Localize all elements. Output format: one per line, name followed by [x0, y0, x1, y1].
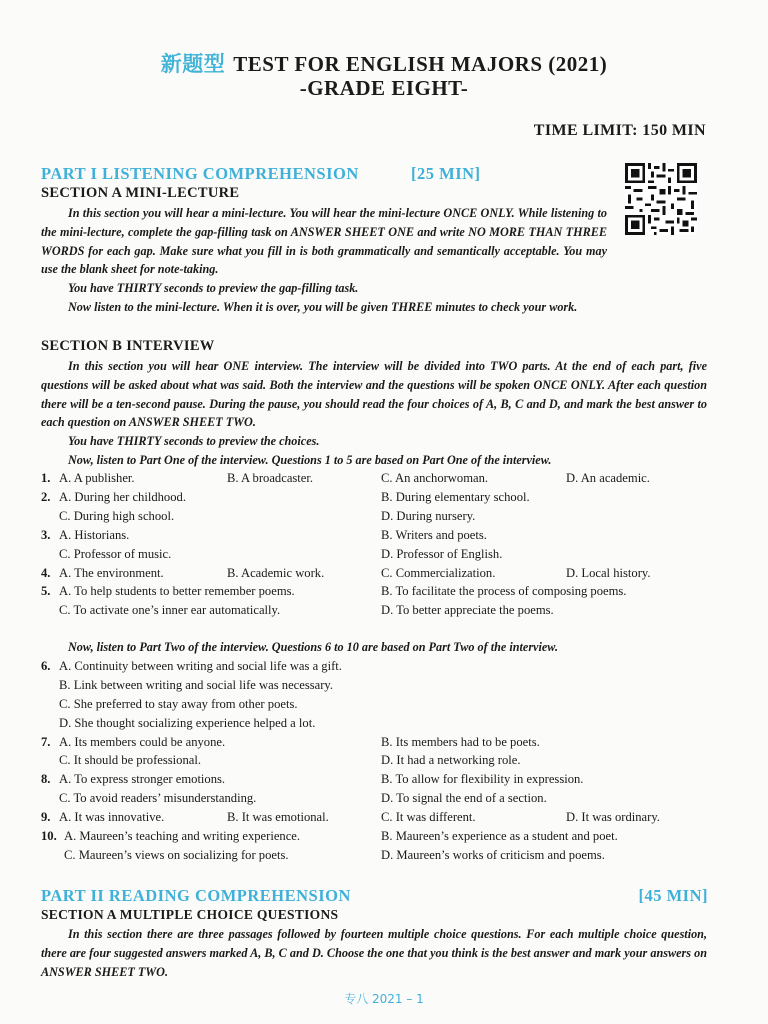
- option-a: A. Continuity between writing and social life was a gift.: [59, 659, 342, 673]
- option-a: A. Its members could be anyone.: [59, 735, 226, 749]
- part2-title: PART II READING COMPREHENSION: [41, 886, 351, 905]
- option-d: D. To better appreciate the poems.: [381, 603, 554, 617]
- section-b-instructions: [41, 357, 707, 470]
- question-number: 6.: [41, 659, 51, 673]
- option-c: C. Professor of music.: [59, 547, 172, 561]
- instruction-paragraph: In this section you will hear ONE interview. The interview will be divided into TWO parts. At the end of each part, five questions will be asked about what was said. Both the interview and the questions will be spoken ONCE ONLY. After each question there will be a ten-second pause. During the pause, you should read the four choices of A, B, C and D, and mark the best answer to each question on ANSWER SHEET TWO.: [41, 359, 707, 430]
- question-number: 4.: [41, 566, 51, 580]
- part2-section-a-title: SECTION A MULTIPLE CHOICE QUESTIONS: [41, 907, 339, 922]
- instruction-paragraph: Now listen to the mini-lecture. When it is over, you will be given THREE minutes to check your work.: [68, 300, 578, 314]
- option-d: D. Professor of English.: [381, 547, 503, 561]
- option-b: B. During elementary school.: [381, 490, 530, 504]
- option-d: D. She thought socializing experience helped a lot.: [59, 716, 316, 730]
- question-number: 10.: [41, 829, 57, 843]
- option-a: A. To express stronger emotions.: [59, 772, 226, 786]
- option-b: B. Maureen’s experience as a student and poet.: [381, 829, 618, 843]
- title-cn: 新题型: [160, 52, 226, 76]
- question-number: 9.: [41, 810, 51, 824]
- page-footer: 专八 2021 – 1: [344, 992, 424, 1006]
- option-c: C. To avoid readers’ misunderstanding.: [59, 791, 257, 805]
- question-number: 3.: [41, 528, 51, 542]
- option-d: D. It was ordinary.: [566, 810, 660, 824]
- option-a: A. It was innovative.: [59, 810, 165, 824]
- option-b: B. To facilitate the process of composing poems.: [381, 584, 627, 598]
- option-c: C. It was different.: [381, 810, 476, 824]
- section-a-instructions-2: [41, 298, 707, 317]
- option-a: A. A publisher.: [59, 471, 135, 485]
- option-c: C. During high school.: [59, 509, 175, 523]
- option-d: D. An academic.: [566, 471, 650, 485]
- option-b: B. Link between writing and social life was necessary.: [59, 678, 334, 692]
- option-b: B. A broadcaster.: [227, 471, 314, 485]
- question-number: 7.: [41, 735, 51, 749]
- option-c: C. Commercialization.: [381, 566, 496, 580]
- option-a: A. The environment.: [59, 566, 164, 580]
- question-number: 2.: [41, 490, 51, 504]
- question-number: 1.: [41, 471, 51, 485]
- instruction-paragraph: Now, listen to Part One of the interview. Questions 1 to 5 are based on Part One of the interview.: [68, 452, 552, 467]
- title-en: TEST FOR ENGLISH MAJORS (2021): [233, 52, 608, 76]
- exam-title: [0, 48, 768, 78]
- option-d: D. Maureen’s works of criticism and poems.: [381, 848, 605, 862]
- option-a: A. To help students to better remember poems.: [59, 584, 295, 598]
- option-d: D. To signal the end of a section.: [381, 791, 547, 805]
- instruction-paragraph: In this section there are three passages followed by fourteen multiple choice questions. For each multiple choice question, there are four suggested answers marked A, B, C and D. Choose the one that you think is the best answer and mark your answers on ANSWER SHEET TWO.: [41, 927, 707, 979]
- part2-instructions: [41, 925, 707, 981]
- option-d: D. During nursery.: [381, 509, 476, 523]
- option-d: D. Local history.: [566, 566, 651, 580]
- time-limit: TIME LIMIT: 150 MIN: [533, 122, 706, 139]
- option-c: C. It should be professional.: [59, 753, 202, 767]
- option-b: B. Its members had to be poets.: [381, 735, 540, 749]
- option-b: B. Writers and poets.: [381, 528, 487, 542]
- section-a-instructions: [41, 204, 607, 298]
- instruction-paragraph: In this section you will hear a mini-lecture. You will hear the mini-lecture ONCE ONLY. While listening to the mini-lecture, complete the gap-filling task on ANSWER SHEET ONE and write NO MORE THAN THREE WORDS for each gap. Make sure what you fill in is both grammatically and semantically acceptable. You may use the blank sheet for note-taking.: [41, 206, 607, 277]
- question-number: 8.: [41, 772, 51, 786]
- part1-title: PART I LISTENING COMPREHENSION: [41, 164, 359, 183]
- part1-time: [25 MIN]: [411, 164, 481, 183]
- section-a-title: SECTION A MINI-LECTURE: [41, 185, 240, 201]
- option-d: D. It had a networking role.: [381, 753, 521, 767]
- option-a: A. Historians.: [59, 528, 130, 542]
- instruction-paragraph: You have THIRTY seconds to preview the gap-filling task.: [68, 281, 359, 296]
- instruction-paragraph: Now, listen to Part Two of the interview. Questions 6 to 10 are based on Part Two of the interview.: [68, 640, 558, 654]
- option-c: C. She preferred to stay away from other poets.: [59, 697, 298, 711]
- part-two-instructions: [41, 638, 707, 657]
- option-a: A. During her childhood.: [59, 490, 186, 504]
- option-c: C. An anchorwoman.: [381, 471, 489, 485]
- option-b: B. It was emotional.: [227, 810, 329, 824]
- option-b: B. Academic work.: [227, 566, 325, 580]
- question-number: 5.: [41, 584, 51, 598]
- option-b: B. To allow for flexibility in expression.: [381, 772, 584, 786]
- instruction-paragraph: You have THIRTY seconds to preview the choices.: [68, 434, 320, 449]
- section-b-title: SECTION B INTERVIEW: [41, 338, 215, 354]
- exam-subtitle: -GRADE EIGHT-: [299, 76, 469, 100]
- option-a: A. Maureen’s teaching and writing experience.: [64, 829, 301, 843]
- option-c: C. Maureen’s views on socializing for poets.: [64, 848, 289, 862]
- option-c: C. To activate one’s inner ear automatically.: [59, 603, 281, 617]
- qr-code-icon: [624, 163, 698, 235]
- part2-time: [45 MIN]: [638, 886, 708, 905]
